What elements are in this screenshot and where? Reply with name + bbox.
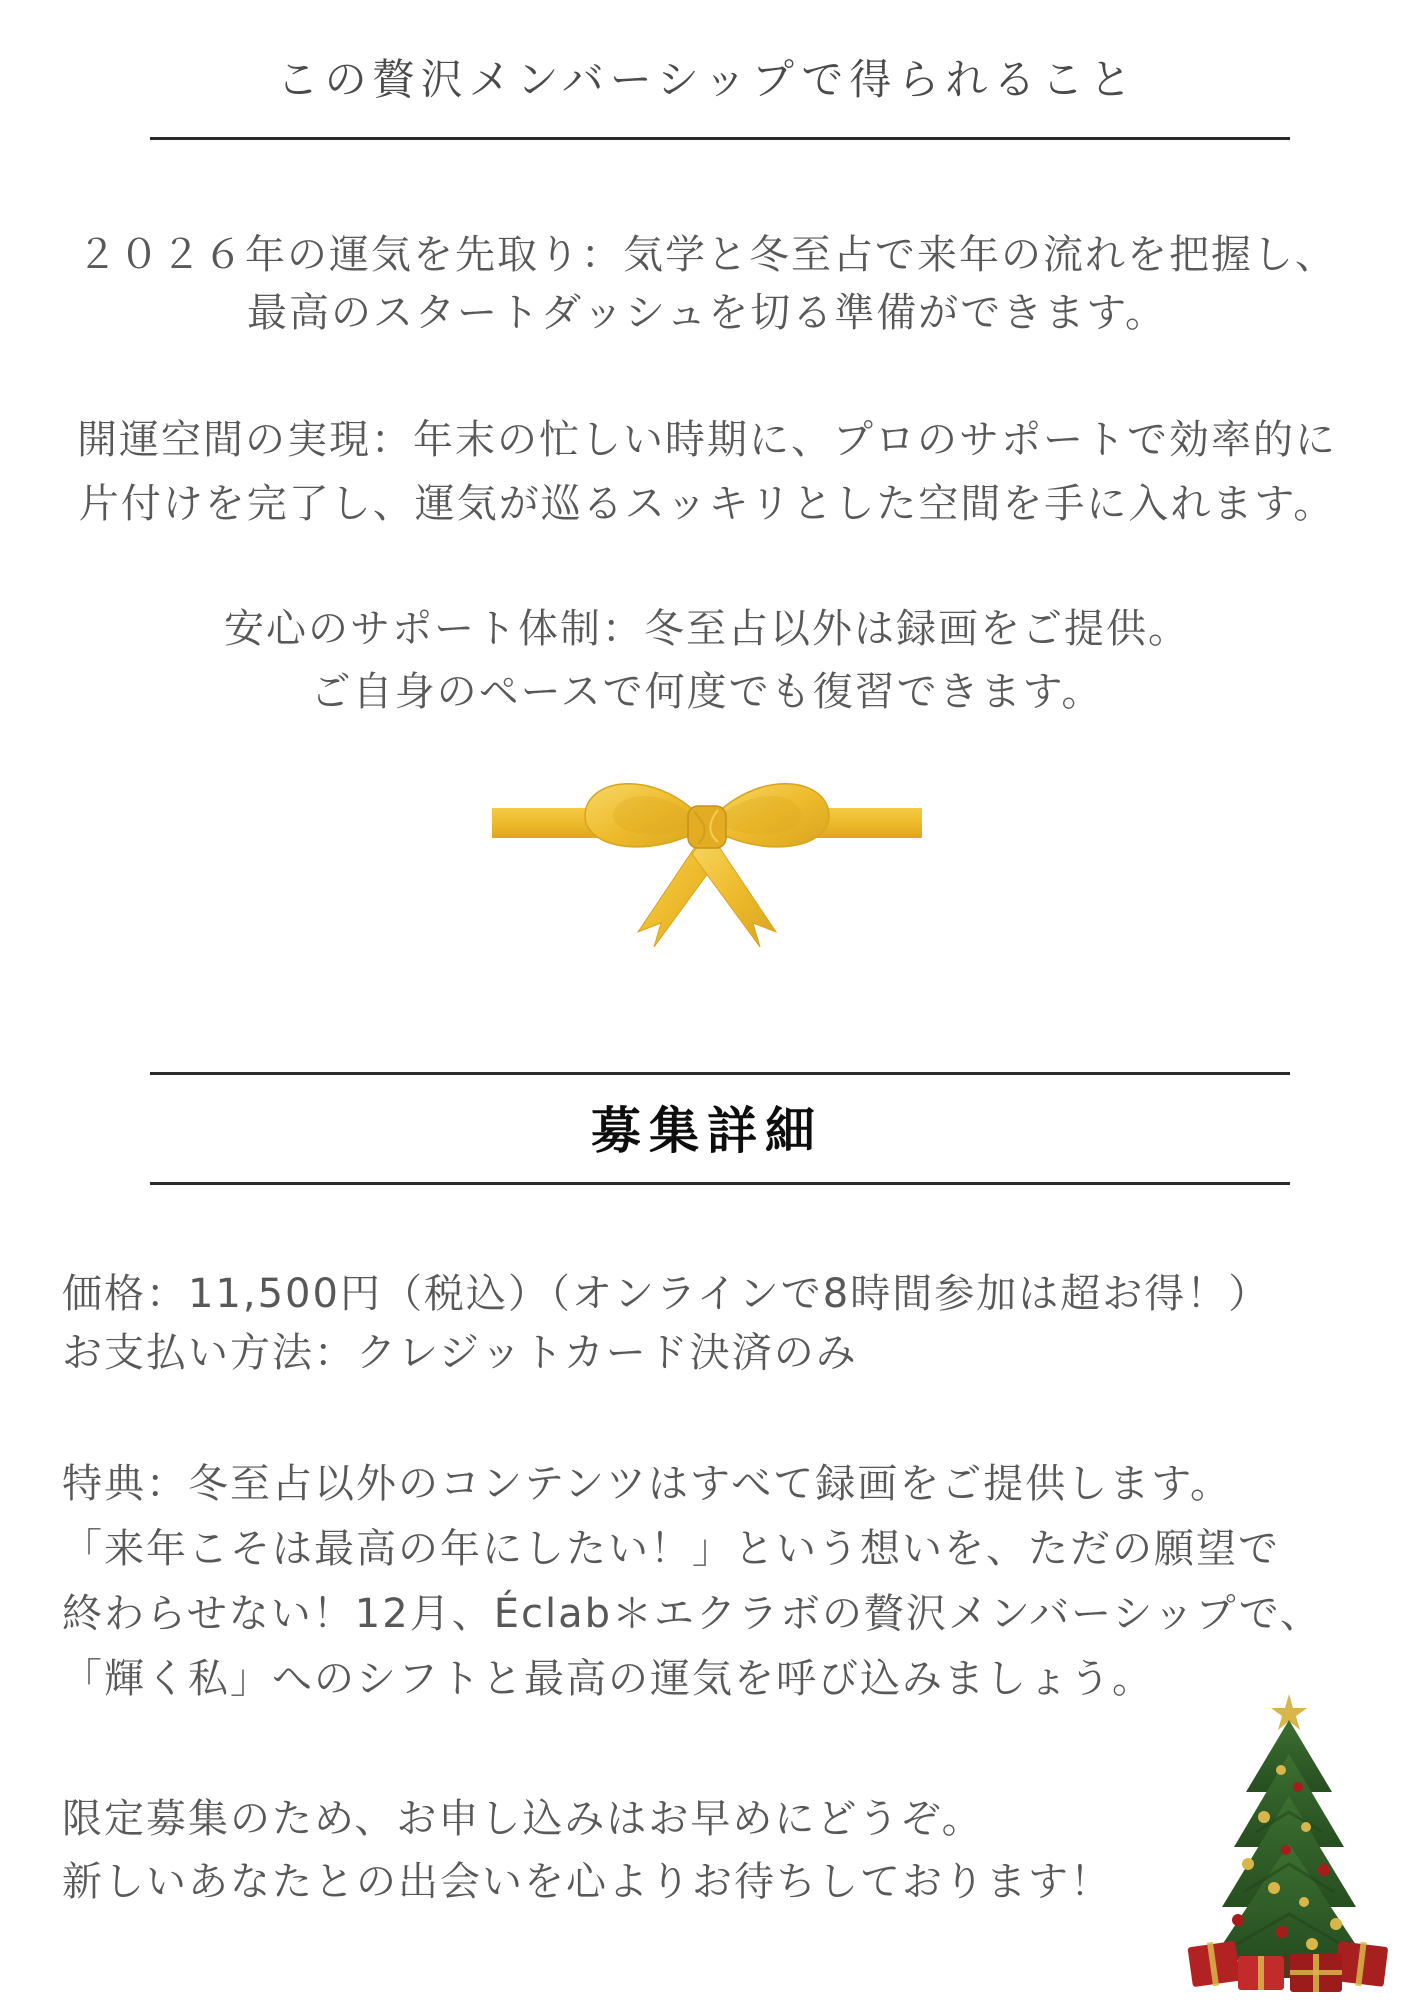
benefits-paragraph-1: [0, 226, 1414, 342]
christmas-tree-with-gifts-icon: [1186, 1692, 1392, 1996]
text-line: 「輝く私」へのシフトと最高の運気を呼び込みましょう。: [62, 1656, 1154, 1702]
text-line: 片付けを完了し、運気が巡るスッキリとした空間を手に入れます。: [78, 481, 1336, 527]
details-divider-top: [150, 1072, 1290, 1075]
gold-ribbon-bow-icon: [492, 762, 922, 962]
details-paragraph-closing: [62, 1788, 1112, 1914]
text-line: 特典：冬至占以外のコンテンツはすべて録画をご提供します。: [62, 1461, 1232, 1507]
text-line: 終わらせない！12月、Éclab＊エクラボの贅沢メンバーシップで、: [62, 1591, 1322, 1637]
details-divider-bottom: [150, 1182, 1290, 1185]
title-underline: [150, 137, 1290, 140]
text-line: 開運空間の実現：年末の忙しい時期に、プロのサポートで効率的に: [77, 417, 1337, 463]
text-line: お支払い方法：クレジットカード決済のみ: [62, 1330, 858, 1376]
details-paragraph-bonus: [62, 1452, 1322, 1712]
text-line: ご自身のペースで何度でも復習できます。: [310, 669, 1104, 715]
text-line: 最高のスタートダッシュを切る準備ができます。: [247, 290, 1167, 336]
details-paragraph-price: [62, 1265, 1270, 1383]
text-line: 「来年こそは最高の年にしたい！」という想いを、ただの願望で: [62, 1526, 1280, 1572]
details-heading: 募集詳細: [591, 1102, 823, 1160]
benefits-paragraph-2: [0, 408, 1414, 536]
text-line: 新しいあなたとの出会いを心よりお待ちしております！: [62, 1859, 1112, 1905]
page-title: この贅沢メンバーシップで得られること: [276, 55, 1138, 104]
text-line: 限定募集のため、お申し込みはお早めにどうぞ。: [62, 1796, 984, 1842]
benefits-paragraph-3: [0, 598, 1414, 724]
text-line: 価格：11,500円（税込）（オンラインで8時間参加は超お得！）: [62, 1271, 1271, 1317]
text-line: ２０２６年の運気を先取り：気学と冬至占で来年の流れを把握し、: [77, 232, 1337, 278]
text-line: 安心のサポート体制：冬至占以外は録画をご提供。: [224, 606, 1190, 652]
